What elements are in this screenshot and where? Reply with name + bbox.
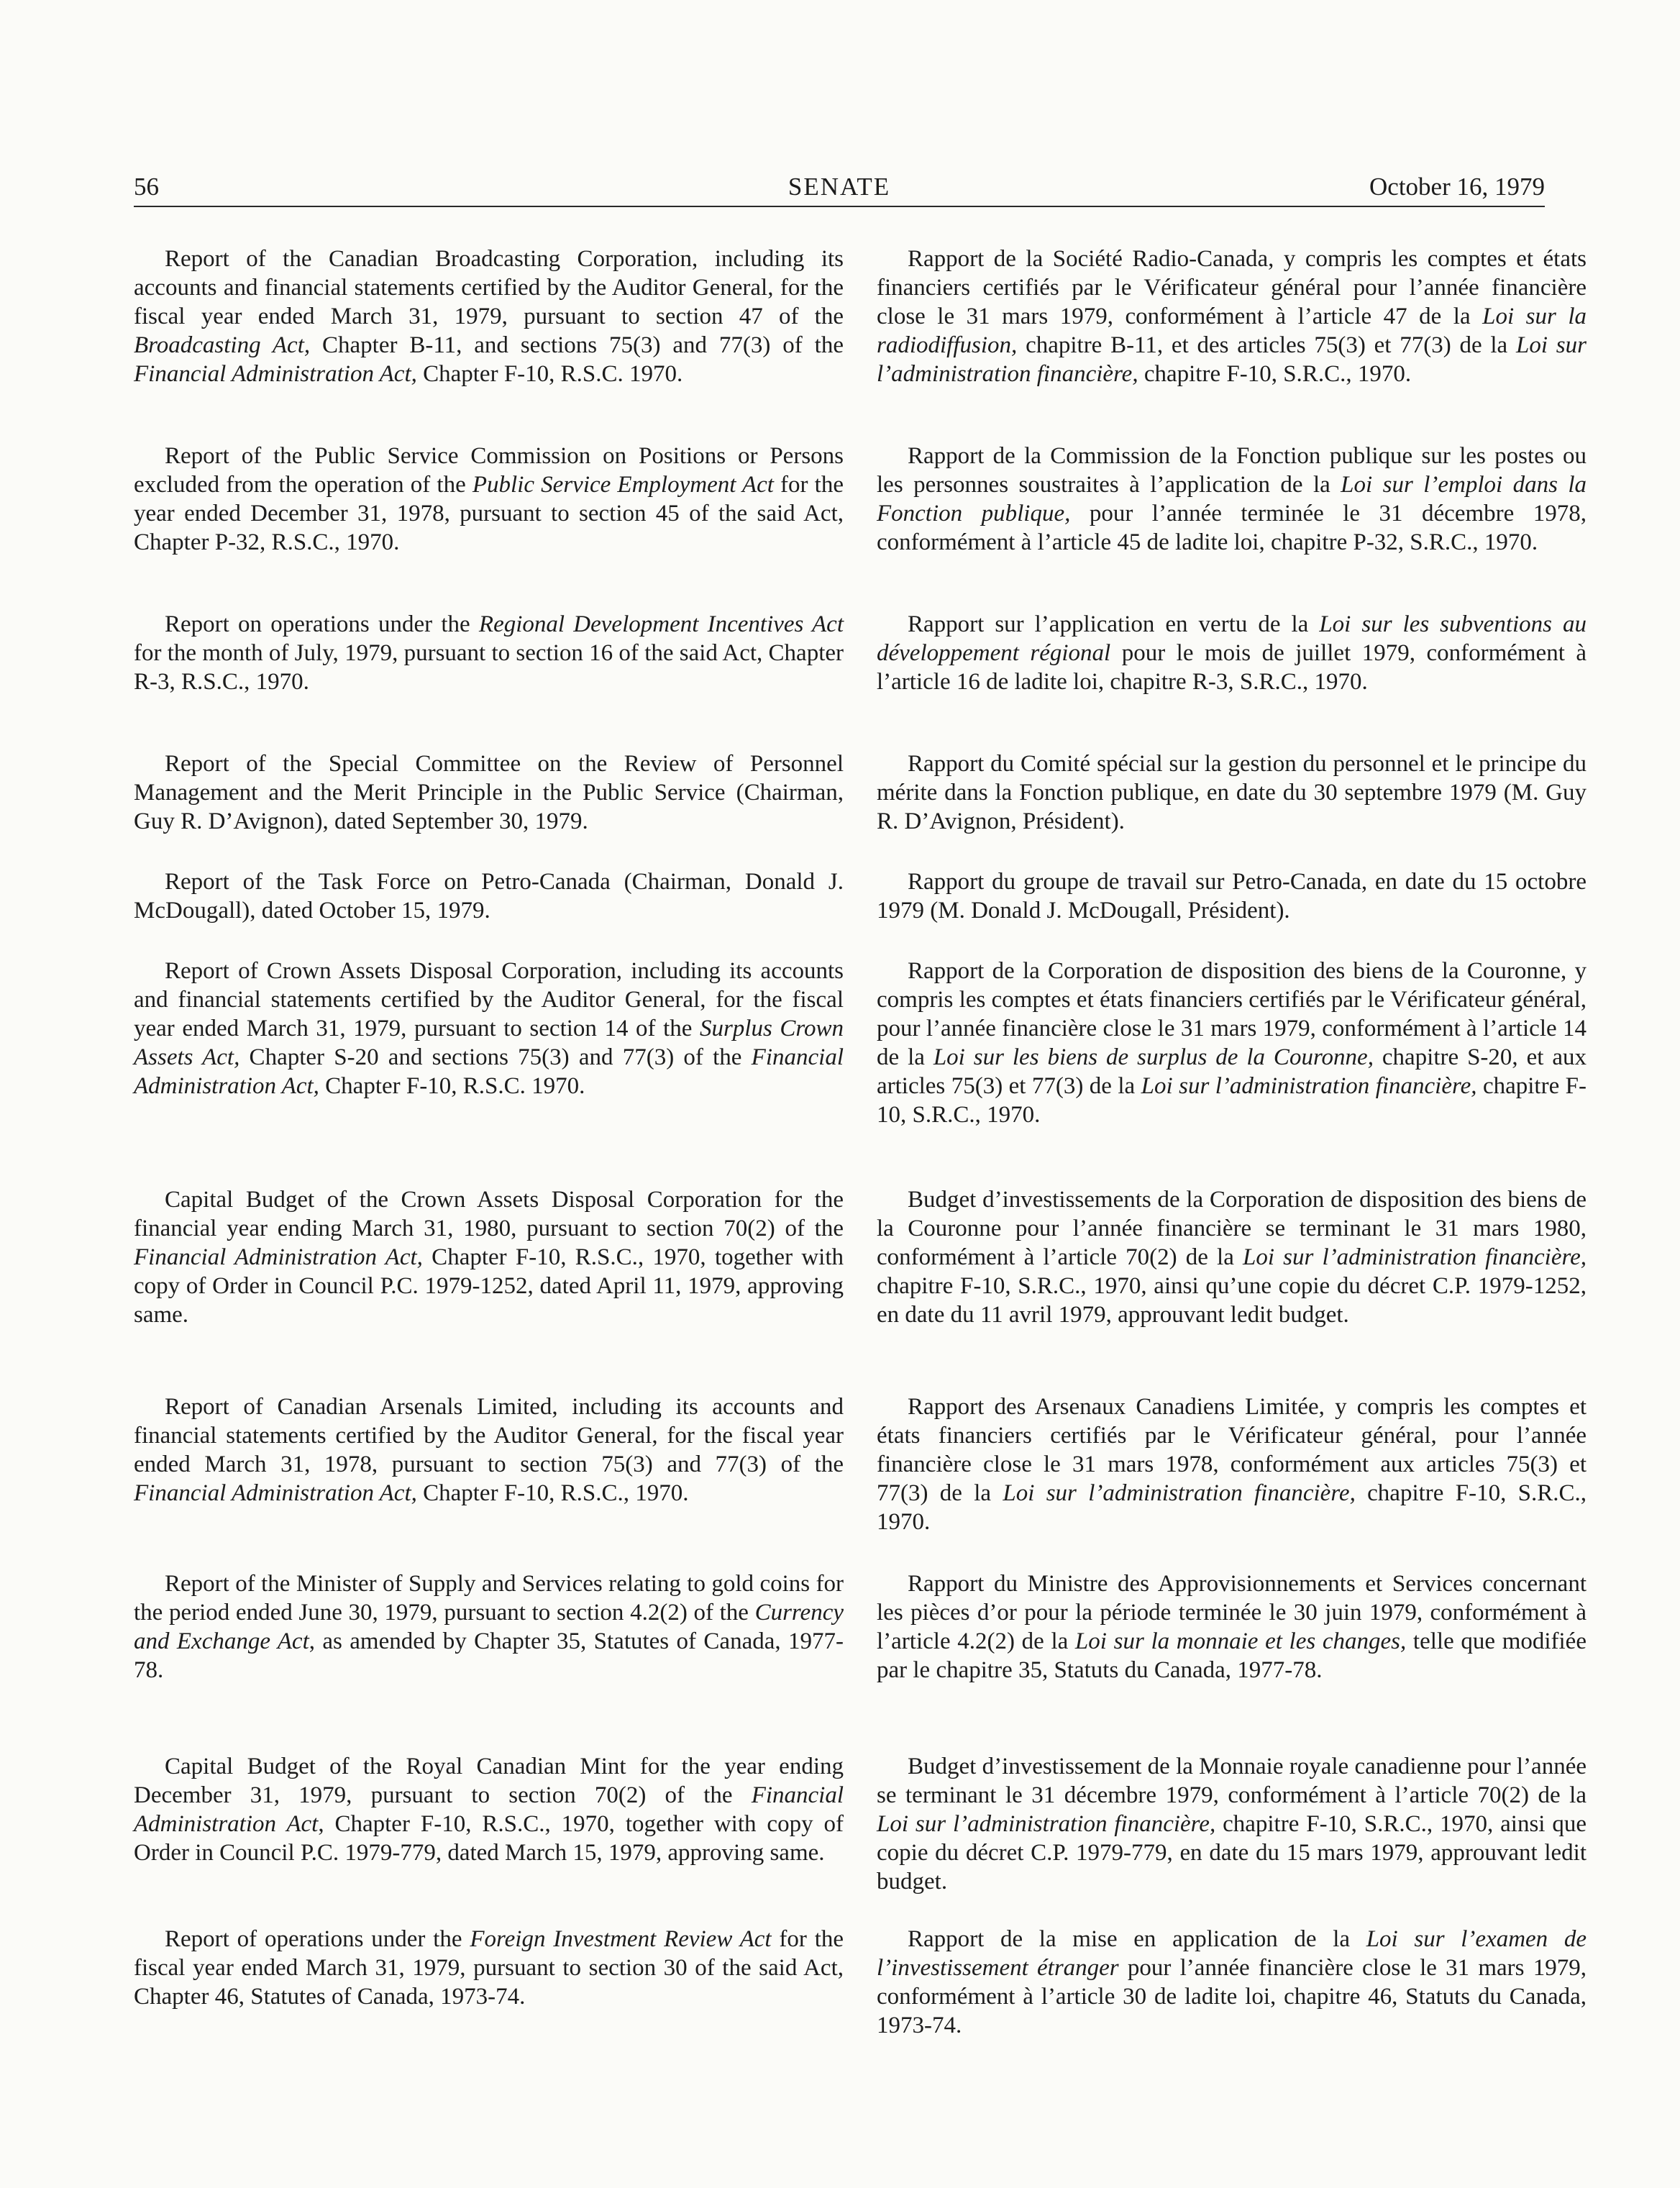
french-paragraph — [877, 1569, 1587, 1685]
paragraph-text: chapitre S-20, et aux articles 75(3) et 77(3) de la — [877, 1044, 1587, 1099]
paragraph-text: Capital Budget of the Royal Canadian Mint for the year ending December 31, 1979, pursuant to section 70(2) of the — [134, 1754, 844, 1808]
english-paragraph — [134, 1392, 844, 1508]
act-title: Loi sur l’emploi dans la Fonction publique, — [877, 472, 1587, 527]
paragraph-text: Rapport du Comité spécial sur la gestion du personnel et le principe du mérite dans la Fonction publique, en date du 30 septembre 1979 (M. Guy R. D’Avignon, Président). — [877, 751, 1587, 834]
act-title: Regional Development Incentives Act — [478, 611, 844, 637]
paragraph-text: , as amended by Chapter 35, Statutes of Canada, 1977-78. — [134, 1628, 844, 1683]
act-title: Loi sur l’administration financière, — [1141, 1073, 1477, 1099]
paragraph-text: Chapter F-10, R.S.C. 1970. — [416, 361, 683, 387]
paragraph-text: Chapter F-10, R.S.C., 1970, together with copy of Order in Council P.C. 1979-1252, dated April 11, 1979, approving same. — [134, 1244, 844, 1328]
paragraph-text: chapitre F-10, S.R.C., 1970. — [1138, 361, 1412, 387]
french-paragraph — [877, 245, 1587, 388]
page-number: 56 — [134, 173, 159, 201]
paragraph-text: pour l’année terminée le 31 décembre 1978, conformément à l’article 45 de ladite loi, chapitre P-32, S.R.C., 1970. — [877, 501, 1587, 555]
act-title: Financial Administration Act, — [134, 1480, 417, 1506]
english-paragraph — [134, 1752, 844, 1867]
french-paragraph — [877, 957, 1587, 1129]
paragraph-text: Rapport du Ministre des Approvisionnements et Services concernant les pièces d’or pour la période terminée le 30 juin 1979, conformément à l’article 4.2(2) de la — [877, 1571, 1587, 1654]
paragraph-text: chapitre B-11, et des articles 75(3) et 77(3) de la — [1017, 332, 1516, 358]
act-title: Loi sur l’administration financière, — [877, 1811, 1216, 1837]
page-header — [134, 170, 1545, 207]
act-title: Loi sur les biens de surplus de la Couronne, — [933, 1044, 1374, 1070]
paragraph-text: Report on operations under the — [165, 611, 479, 637]
act-title: Broadcasting Act, — [134, 332, 311, 358]
paragraph-text: Chapter F-10, R.S.C., 1970. — [416, 1480, 689, 1506]
french-paragraph — [877, 1392, 1587, 1536]
page-date: October 16, 1979 — [1369, 173, 1545, 201]
french-paragraph — [877, 1752, 1587, 1896]
paragraph-text: for the year ended December 31, 1978, pursuant to section 45 of the said Act, Chapter P-32, R.S.C., 1970. — [134, 472, 844, 555]
paragraph-text: Report of the Public Service Commission on Positions or Persons excluded from the operation of the — [134, 443, 844, 498]
french-paragraph — [877, 610, 1587, 696]
page-title: SENATE — [788, 173, 891, 201]
french-paragraph — [877, 1185, 1587, 1329]
paragraph-text: Chapter F-10, R.S.C. 1970. — [319, 1073, 585, 1099]
paragraph-text: Report of Canadian Arsenals Limited, including its accounts and financial statements certified by the Auditor General, for the fiscal year ended March 31, 1978, pursuant to section 75(3) and 77(3) of the — [134, 1394, 844, 1477]
act-title: Currency and Exchange Act — [134, 1600, 844, 1654]
paragraph-text: Budget d’investissement de la Monnaie royale canadienne pour l’année se terminant le 31 décembre 1979, conformément à l’article 70(2) de la — [877, 1754, 1587, 1808]
paragraph-text: Rapport de la Société Radio-Canada, y compris les comptes et états financiers certifiés par le Vérificateur général pour l’année financière close le 31 mars 1979, conformément à l’article 47 de la — [877, 246, 1587, 329]
act-title: Loi sur la monnaie et les changes, — [1074, 1628, 1407, 1654]
english-paragraph — [134, 749, 844, 836]
act-title: Loi sur l’administration financière, — [1243, 1244, 1587, 1270]
english-paragraph — [134, 1569, 844, 1685]
english-paragraph — [134, 245, 844, 388]
paragraph-text: , Chapter F-10, R.S.C., 1970, together with copy of Order in Council P.C. 1979-779, dated March 15, 1979, approving same. — [134, 1811, 844, 1866]
act-title: Loi sur les subventions au développement régional — [877, 611, 1587, 666]
english-paragraph — [134, 610, 844, 696]
paragraph-text: Rapport de la Corporation de disposition des biens de la Couronne, y compris les comptes et états financiers certifiés par le Vérificateur général, pour l’année financière close le 31 mars 1979, conformément à l’article 14 de la — [877, 958, 1587, 1070]
english-paragraph — [134, 957, 844, 1100]
act-title: Loi sur l’examen de l’investissement étranger — [877, 1926, 1587, 1981]
act-title: Surplus Crown Assets Act, — [134, 1016, 844, 1070]
english-paragraph — [134, 1185, 844, 1329]
paragraph-text: Chapter S-20 and sections 75(3) and 77(3) of the — [239, 1044, 752, 1070]
act-title: Foreign Investment Review Act — [470, 1926, 772, 1952]
paragraph-text: for the month of July, 1979, pursuant to section 16 of the said Act, Chapter R-3, R.S.C., 1970. — [134, 640, 844, 695]
paragraph-text: chapitre F-10, S.R.C., 1970. — [877, 1073, 1587, 1128]
english-paragraph — [134, 867, 844, 925]
act-title: Loi sur l’administration financière, — [877, 332, 1587, 387]
french-paragraph — [877, 442, 1587, 557]
act-title: Loi sur l’administration financière, — [1003, 1480, 1356, 1506]
act-title: Loi sur la radiodiffusion, — [877, 304, 1587, 358]
paragraph-text: pour l’année financière close le 31 mars 1979, conformément à l’article 30 de ladite loi, chapitre 46, Statuts du Canada, 1973-74. — [877, 1955, 1587, 2038]
paragraph-text: pour le mois de juillet 1979, conformément à l’article 16 de ladite loi, chapitre R-3, S.R.C., 1970. — [877, 640, 1587, 695]
paragraph-text: Report of Crown Assets Disposal Corporation, including its accounts and financial statements certified by the Auditor General, for the fiscal year ended March 31, 1979, pursuant to section 14 of the — [134, 958, 844, 1041]
header-rule — [134, 206, 1545, 207]
paragraph-text: Budget d’investissements de la Corporation de disposition des biens de la Couronne pour l’année financière se terminant le 31 mars 1980, conformément à l’article 70(2) de la — [877, 1187, 1587, 1270]
paragraph-text: Rapport de la mise en application de la — [908, 1926, 1366, 1952]
act-title: Financial Administration Act, — [134, 361, 417, 387]
english-paragraph — [134, 1925, 844, 2011]
act-title: Public Service Employment Act — [472, 472, 774, 498]
english-paragraph — [134, 442, 844, 557]
paragraph-text: Report of the Special Committee on the Review of Personnel Management and the Merit Principle in the Public Service (Chairman, Guy R. D’Avignon), dated September 30, 1979. — [134, 751, 844, 834]
paragraph-text: chapitre F-10, S.R.C., 1970, ainsi qu’une copie du décret C.P. 1979-1252, en date du 11 avril 1979, approuvant ledit budget. — [877, 1273, 1587, 1328]
paragraph-text: Rapport des Arsenaux Canadiens Limitée, y compris les comptes et états financiers certifiés par le Vérificateur général, pour l’année financière close le 31 mars 1978, conformément aux articles 75(3) et 77(3) de la — [877, 1394, 1587, 1506]
paragraph-text: Rapport sur l’application en vertu de la — [908, 611, 1320, 637]
french-paragraph — [877, 1925, 1587, 2040]
paragraph-text: chapitre F-10, S.R.C., 1970, ainsi que copie du décret C.P. 1979-779, en date du 15 mars 1979, approuvant ledit budget. — [877, 1811, 1587, 1895]
paragraph-text: Capital Budget of the Crown Assets Disposal Corporation for the financial year ending March 31, 1980, pursuant to section 70(2) of the — [134, 1187, 844, 1241]
paragraph-text: Report of the Minister of Supply and Services relating to gold coins for the period ended June 30, 1979, pursuant to section 4.2(2) of the — [134, 1571, 844, 1626]
paragraph-text: Rapport de la Commission de la Fonction publique sur les postes ou les personnes soustraites à l’application de la — [877, 443, 1587, 498]
paragraph-text: Report of the Canadian Broadcasting Corporation, including its accounts and financial statements certified by the Auditor General, for the fiscal year ended March 31, 1979, pursuant to section 47 of the — [134, 246, 844, 329]
paragraph-text: Report of operations under the — [165, 1926, 470, 1952]
act-title: Financial Administration Act, — [134, 1044, 844, 1099]
paragraph-text: Report of the Task Force on Petro-Canada (Chairman, Donald J. McDougall), dated October 15, 1979. — [134, 869, 844, 924]
french-paragraph — [877, 867, 1587, 925]
paragraph-text: for the fiscal year ended March 31, 1979, pursuant to section 30 of the said Act, Chapter 46, Statutes of Canada, 1973-74. — [134, 1926, 844, 2010]
paragraph-text: telle que modifiée par le chapitre 35, Statuts du Canada, 1977-78. — [877, 1628, 1587, 1683]
paragraph-text: Chapter B-11, and sections 75(3) and 77(3) of the — [310, 332, 844, 358]
paragraph-text: chapitre F-10, S.R.C., 1970. — [877, 1480, 1587, 1535]
french-paragraph — [877, 749, 1587, 836]
act-title: Financial Administration Act, — [134, 1244, 423, 1270]
act-title: Financial Administration Act — [134, 1782, 844, 1837]
paragraph-text: Rapport du groupe de travail sur Petro-Canada, en date du 15 octobre 1979 (M. Donald J. McDougall, Président). — [877, 869, 1587, 924]
